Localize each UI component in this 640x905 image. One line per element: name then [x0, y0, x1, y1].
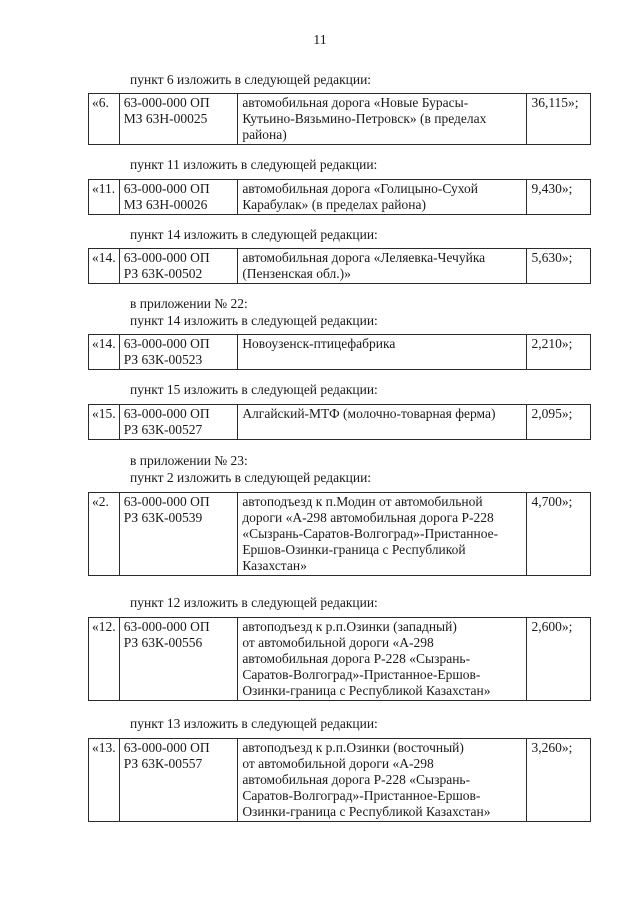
amendment-table — [88, 179, 591, 215]
road-length: 2,600»; — [527, 618, 591, 701]
amendment-intro: пункт 13 изложить в следующей редакции: — [130, 716, 378, 731]
amendment-intro: пункт 14 изложить в следующей редакции: — [130, 313, 378, 328]
road-length: 36,115»; — [527, 94, 591, 145]
road-name: автомобильная дорога «Голицыно-Сухой Карабулак» (в пределах района) — [238, 180, 527, 215]
amendment-table — [88, 617, 591, 701]
road-length: 5,630»; — [527, 249, 591, 284]
road-id-code: 63-000-000 ОП РЗ 63К-00539 — [119, 493, 238, 576]
road-name: автоподъезд к р.п.Озинки (западный) от автомобильной дороги «А-298 автомобильная дорога Р-228 «Сызрань- Саратов-Волгоград»-Пристанное-Ершов- Озинки-граница с Республикой Казахстан» — [238, 618, 527, 701]
appendix-heading: в приложении № 23: — [130, 453, 248, 468]
amendment-table — [88, 492, 591, 576]
table-row — [89, 180, 591, 215]
page-number: 11 — [313, 33, 327, 48]
table-row — [89, 94, 591, 145]
amendment-intro: пункт 2 изложить в следующей редакции: — [130, 470, 372, 485]
amendment-table — [88, 93, 591, 145]
amendment-intro: пункт 6 изложить в следующей редакции: — [130, 72, 372, 87]
road-name: автоподъезд к п.Модин от автомобильной дороги «А-298 автомобильная дорога Р-228 «Сызрань-Саратов-Волгоград»-Пристанное- Ершов-Озинки-граница с Республикой Казахстан» — [238, 493, 527, 576]
item-number: «12. — [89, 618, 120, 701]
road-id-code: 63-000-000 ОП РЗ 63К-00527 — [119, 405, 238, 440]
table-row — [89, 618, 591, 701]
road-length: 3,260»; — [527, 739, 591, 822]
table-row — [89, 493, 591, 576]
road-length: 9,430»; — [527, 180, 591, 215]
item-number: «6. — [89, 94, 120, 145]
item-number: «15. — [89, 405, 120, 440]
item-number: «2. — [89, 493, 120, 576]
road-name: Алгайский-МТФ (молочно-товарная ферма) — [238, 405, 527, 440]
table-row — [89, 335, 591, 370]
road-id-code: 63-000-000 ОП МЗ 63Н-00025 — [119, 94, 238, 145]
amendment-table — [88, 334, 591, 370]
amendment-table — [88, 738, 591, 822]
table-row — [89, 249, 591, 284]
road-name: Новоузенск-птицефабрика — [238, 335, 527, 370]
road-name: автомобильная дорога «Новые Бурасы- Кутьино-Вязьмино-Петровск» (в пределах района) — [238, 94, 527, 145]
amendment-table — [88, 404, 591, 440]
appendix-heading: в приложении № 22: — [130, 296, 248, 311]
road-id-code: 63-000-000 ОП РЗ 63К-00502 — [119, 249, 238, 284]
amendment-intro: пункт 15 изложить в следующей редакции: — [130, 382, 378, 397]
road-length: 2,095»; — [527, 405, 591, 440]
road-name: автоподъезд к р.п.Озинки (восточный) от автомобильной дороги «А-298 автомобильная дорога Р-228 «Сызрань- Саратов-Волгоград»-Пристанное-Ершов- Озинки-граница с Республикой Казахстан» — [238, 739, 527, 822]
item-number: «14. — [89, 249, 120, 284]
amendment-table — [88, 248, 591, 284]
road-id-code: 63-000-000 ОП РЗ 63К-00523 — [119, 335, 238, 370]
item-number: «14. — [89, 335, 120, 370]
amendment-intro: пункт 14 изложить в следующей редакции: — [130, 227, 378, 242]
road-id-code: 63-000-000 ОП РЗ 63К-00556 — [119, 618, 238, 701]
amendment-intro: пункт 11 изложить в следующей редакции: — [130, 157, 378, 172]
road-length: 2,210»; — [527, 335, 591, 370]
road-length: 4,700»; — [527, 493, 591, 576]
amendment-intro: пункт 12 изложить в следующей редакции: — [130, 595, 378, 610]
item-number: «11. — [89, 180, 120, 215]
table-row — [89, 739, 591, 822]
road-id-code: 63-000-000 ОП МЗ 63Н-00026 — [119, 180, 238, 215]
road-id-code: 63-000-000 ОП РЗ 63К-00557 — [119, 739, 238, 822]
road-name: автомобильная дорога «Леляевка-Чечуйка (Пензенская обл.)» — [238, 249, 527, 284]
item-number: «13. — [89, 739, 120, 822]
table-row — [89, 405, 591, 440]
